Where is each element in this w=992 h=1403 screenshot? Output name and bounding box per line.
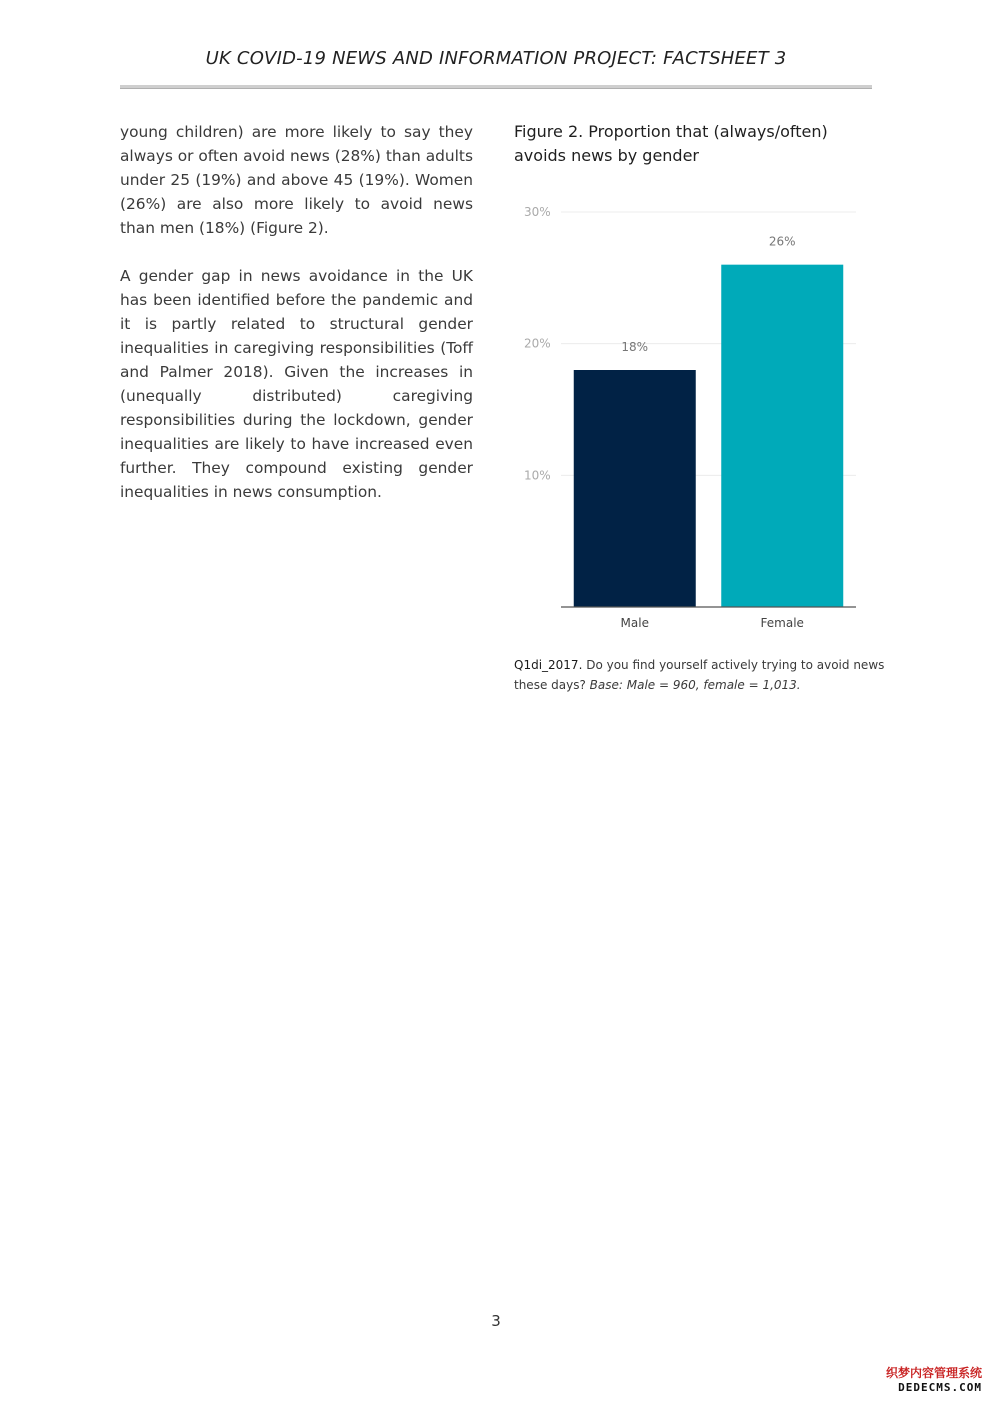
caption-question-text: Do you find yourself actively trying to avoid news these days?: [514, 658, 885, 692]
caption-question-code: Q1di_2017.: [514, 658, 583, 672]
x-tick-label: Male: [620, 616, 649, 630]
y-tick-label: 10%: [524, 468, 551, 483]
data-label: 26%: [768, 234, 796, 249]
watermark-line-2: DEDECMS.COM: [898, 1381, 982, 1394]
bar-female: [721, 265, 843, 607]
figure-title: Figure 2. Proportion that (always/often) avoids news by gender: [514, 122, 828, 165]
data-label: 18%: [621, 340, 649, 354]
y-tick-label: 20%: [524, 336, 551, 351]
body-paragraph-2: A gender gap in news avoidance in the UK has been identified before the pandemic and it is partly related to structural gender inequalities in caregiving responsibilities (Toff and Palmer 2018). Given the increases in (unequally distributed) caregiving responsibilities during the lockdown, gender inequalities are likely to have increased even further. They compound existing gender inequalities in news consumption.: [120, 267, 473, 501]
watermark-logo: [882, 1366, 982, 1394]
x-tick-label: Female: [760, 616, 804, 630]
figure-caption: [514, 655, 886, 695]
watermark-line-1: 织梦内容管理系统: [885, 1366, 982, 1380]
body-text-column: [120, 120, 473, 528]
y-tick-label: 30%: [524, 205, 551, 219]
header-divider: [120, 85, 872, 89]
body-paragraph-1: young children) are more likely to say they always or often avoid news (28%) than adults under 25 (19%) and above 45 (19%). Women (26%) are also more likely to avoid news than men (18%) (Figure 2).: [120, 123, 473, 237]
page-header: UK COVID-19 NEWS AND INFORMATION PROJECT: FACTSHEET 3: [205, 48, 787, 69]
bar-chart: [514, 195, 876, 640]
caption-base: Base: Male = 960, female = 1,013.: [589, 678, 801, 692]
page-number: 3: [491, 1312, 501, 1330]
bar-male: [574, 370, 696, 607]
